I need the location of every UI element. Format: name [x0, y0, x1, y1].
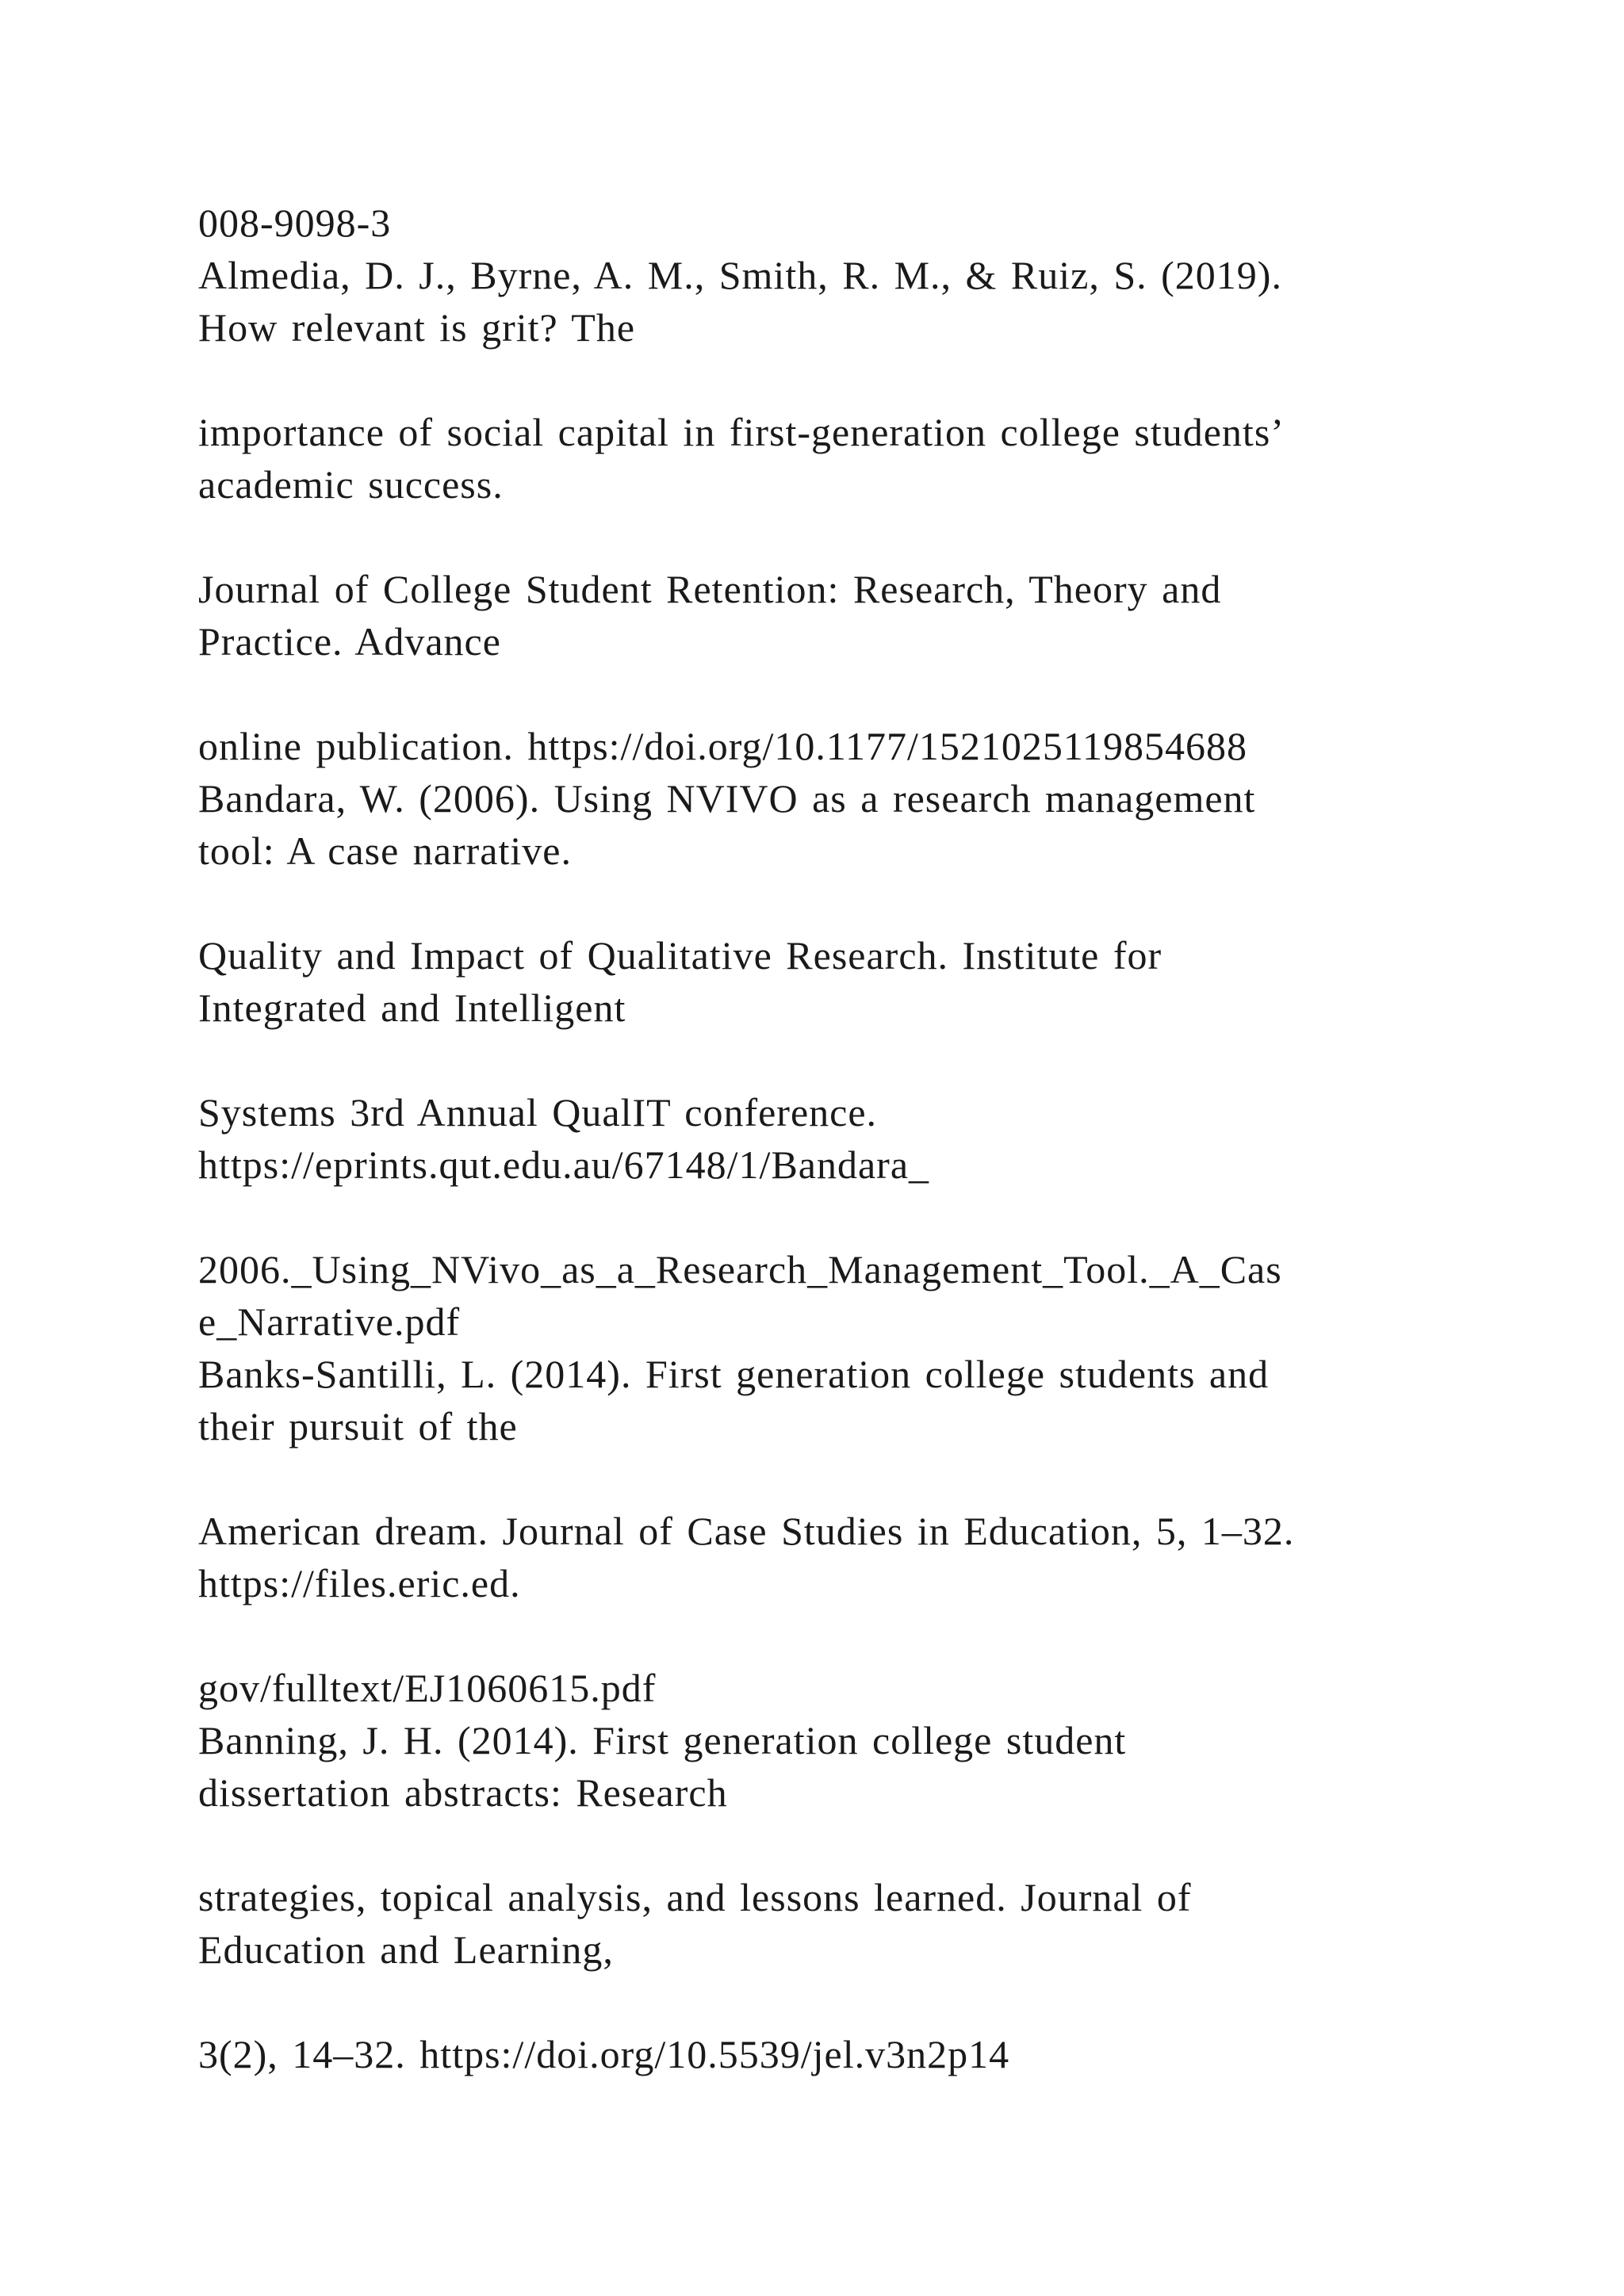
paragraph — [198, 406, 1435, 511]
text-line: online publication. https://doi.org/10.1177/1521025119854688 — [198, 724, 1248, 768]
text-line: American dream. Journal of Case Studies in Education, 5, 1–32. — [198, 1509, 1295, 1553]
text-line: Systems 3rd Annual QualIT conference. — [198, 1090, 878, 1135]
paragraph — [198, 2028, 1435, 2080]
text-line: Quality and Impact of Qualitative Research. Institute for — [198, 933, 1162, 978]
text-line: https://eprints.qut.edu.au/67148/1/Bandara_ — [198, 1142, 930, 1187]
text-line: 2006._Using_NVivo_as_a_Research_Management_Tool._A_Cas — [198, 1247, 1282, 1292]
text-line: Practice. Advance — [198, 619, 501, 664]
text-line: Education and Learning, — [198, 1927, 614, 1972]
text-line: importance of social capital in first-generation college students’ — [198, 410, 1285, 454]
text-line: e_Narrative.pdf — [198, 1299, 461, 1344]
paragraph — [198, 1086, 1435, 1191]
text-line: strategies, topical analysis, and lessons learned. Journal of — [198, 1875, 1192, 1919]
paragraph — [198, 1662, 1435, 1819]
text-line: tool: A case narrative. — [198, 828, 572, 873]
text-line: dissertation abstracts: Research — [198, 1770, 728, 1815]
paragraph — [198, 1243, 1435, 1452]
text-line: Integrated and Intelligent — [198, 985, 626, 1030]
text-line: academic success. — [198, 462, 504, 507]
references-text — [198, 197, 1435, 2080]
paragraph — [198, 1871, 1435, 1976]
text-line: https://files.eric.ed. — [198, 1561, 521, 1605]
text-line: Banning, J. H. (2014). First generation college student — [198, 1718, 1127, 1762]
text-line: 3(2), 14–32. https://doi.org/10.5539/jel.v3n2p14 — [198, 2032, 1010, 2076]
text-line: Banks-Santilli, L. (2014). First generation college students and — [198, 1352, 1270, 1396]
text-line: 008-9098-3 — [198, 201, 392, 245]
paragraph — [198, 197, 1435, 354]
text-line: Bandara, W. (2006). Using NVIVO as a research management — [198, 776, 1256, 821]
text-line: How relevant is grit? The — [198, 305, 636, 350]
text-line: gov/fulltext/EJ1060615.pdf — [198, 1666, 657, 1710]
paragraph — [198, 563, 1435, 668]
paragraph — [198, 929, 1435, 1034]
text-line: Journal of College Student Retention: Research, Theory and — [198, 567, 1222, 611]
paragraph — [198, 720, 1435, 877]
text-line: Almedia, D. J., Byrne, A. M., Smith, R. M., & Ruiz, S. (2019). — [198, 253, 1282, 297]
paragraph — [198, 1505, 1435, 1609]
text-line: their pursuit of the — [198, 1404, 518, 1448]
